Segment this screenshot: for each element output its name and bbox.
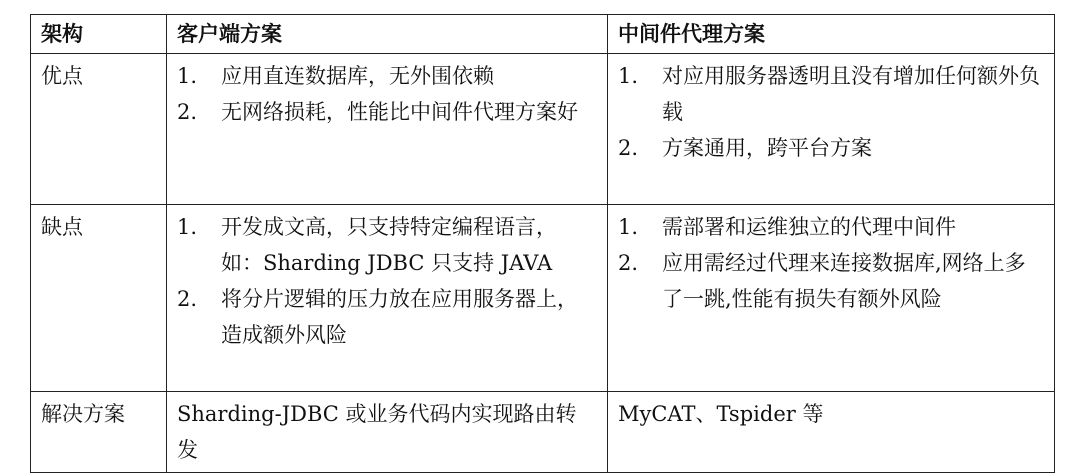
item-number: 1. — [177, 64, 198, 88]
row-label-advantages: 优点 — [31, 54, 167, 205]
header-architecture: 架构 — [31, 15, 167, 54]
table-row-solutions — [31, 392, 1055, 473]
row-label-disadvantages: 缺点 — [31, 205, 167, 392]
list-item — [177, 94, 597, 130]
item-text: 需部署和运维独立的代理中间件 — [662, 215, 956, 239]
list-item — [618, 245, 1044, 317]
item-number: 1. — [618, 64, 639, 88]
item-number: 2. — [618, 136, 639, 160]
list-item — [618, 209, 1044, 245]
item-number: 2. — [177, 100, 198, 124]
comparison-table — [30, 14, 1055, 473]
cell-proxy-advantages — [608, 54, 1055, 205]
list-item — [618, 58, 1044, 130]
cell-proxy-disadvantages — [608, 205, 1055, 392]
item-text: 应用直连数据库，无外围依赖 — [221, 64, 494, 88]
row-label-solutions: 解决方案 — [31, 392, 167, 473]
list-item — [177, 209, 597, 281]
header-row — [31, 15, 1055, 54]
item-number: 2. — [618, 251, 639, 275]
header-client-solution: 客户端方案 — [167, 15, 608, 54]
list-item — [177, 281, 597, 353]
item-number: 1. — [618, 215, 639, 239]
list-item — [177, 58, 597, 94]
item-text: 开发成文高，只支持特定编程语言，如：Sharding JDBC 只支持 JAVA — [221, 215, 557, 275]
item-text: 对应用服务器透明且没有增加任何额外负载 — [662, 64, 1040, 124]
cell-client-disadvantages — [167, 205, 608, 392]
table-row-advantages — [31, 54, 1055, 205]
item-number: 2. — [177, 287, 198, 311]
cell-client-advantages — [167, 54, 608, 205]
cell-proxy-solutions: MyCAT、Tspider 等 — [608, 392, 1055, 473]
item-text: 方案通用，跨平台方案 — [662, 136, 872, 160]
item-text: 应用需经过代理来连接数据库,网络上多了一跳,性能有损失有额外风险 — [662, 251, 1026, 311]
header-proxy-solution: 中间件代理方案 — [608, 15, 1055, 54]
cell-client-solutions: Sharding-JDBC 或业务代码内实现路由转发 — [167, 392, 608, 473]
item-text: 将分片逻辑的压力放在应用服务器上，造成额外风险 — [221, 287, 578, 347]
item-number: 1. — [177, 215, 198, 239]
list-item — [618, 130, 1044, 166]
item-text: 无网络损耗，性能比中间件代理方案好 — [221, 100, 578, 124]
table-row-disadvantages — [31, 205, 1055, 392]
